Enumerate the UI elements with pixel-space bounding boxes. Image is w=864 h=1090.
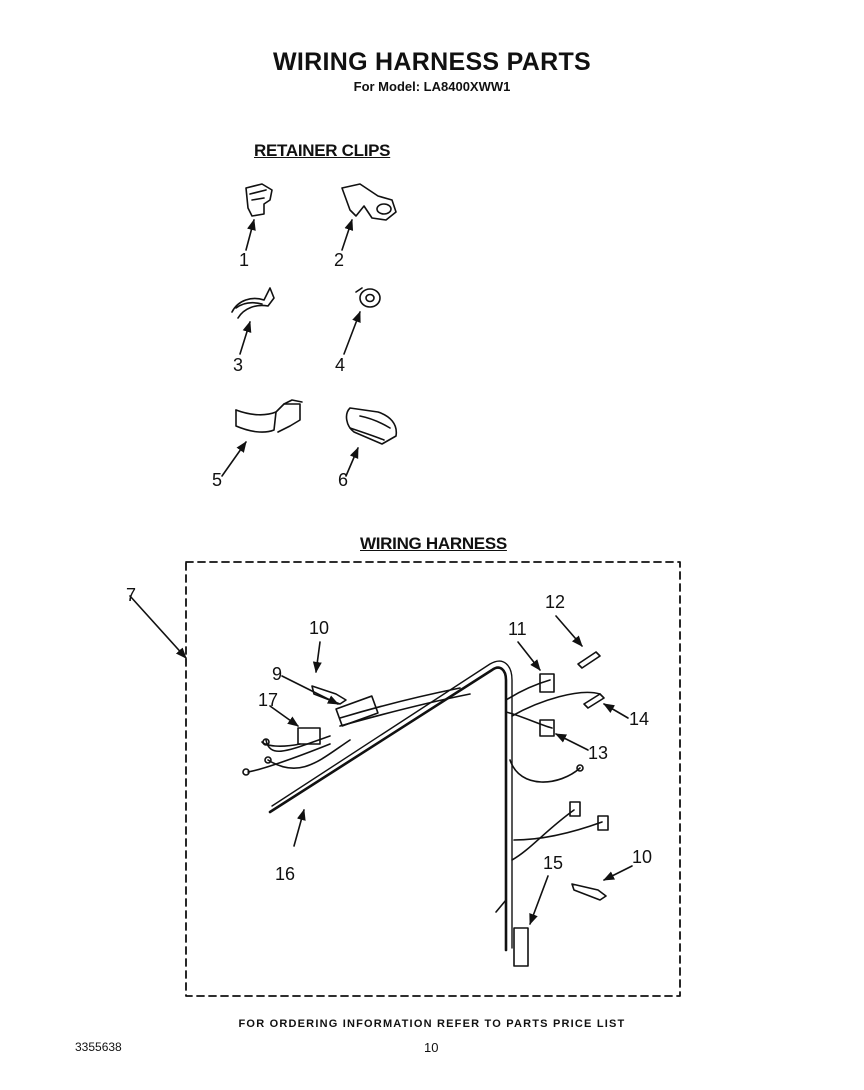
leader-arrow-16 [294,810,304,846]
page-number: 10 [424,1040,439,1055]
callout-10-left: 10 [309,618,330,638]
page-title: WIRING HARNESS PARTS [272,48,592,76]
leader-arrow-15 [530,876,548,924]
leader-arrow-17 [270,706,298,726]
leader-arrow-3 [240,322,250,354]
callout-11: 11 [508,619,527,639]
leader-arrow-4 [344,312,360,354]
callout-1: 1 [239,250,250,270]
retainer-clip-2 [342,184,396,220]
callout-12: 12 [545,592,566,612]
callout-4: 4 [335,355,346,375]
leader-arrow-13 [556,734,588,750]
callout-10-right: 10 [632,847,653,867]
leader-arrow-5 [222,442,246,476]
terminal-12 [578,652,600,668]
retainer-clip-3 [232,288,274,318]
leader-arrow-2 [342,220,352,250]
callout-15: 15 [543,853,564,873]
plug-upper [570,802,580,816]
callout-9: 9 [272,664,283,684]
callout-16: 16 [275,864,296,884]
terminal-14 [584,694,604,708]
callout-7: 7 [126,585,137,605]
retainer-clip-5 [236,400,302,432]
terminal-10-right [572,884,606,900]
ordering-note: FOR ORDERING INFORMATION REFER TO PARTS PRICE LIST [238,1018,626,1030]
document-number: 3355638 [75,1040,122,1054]
leader-arrow-7 [130,596,186,658]
terminal-10-left [312,686,346,704]
connector-17 [298,728,320,744]
callout-3: 3 [233,355,244,375]
callout-13: 13 [588,743,609,763]
model-subtitle: For Model: LA8400XWW1 [353,79,511,94]
leader-arrow-11 [518,642,540,670]
callout-6: 6 [338,470,349,490]
retainer-clip-4 [356,288,380,307]
leader-arrow-10-left [316,642,320,672]
callout-5: 5 [212,470,223,490]
leader-arrow-10-right [604,866,632,880]
callout-14: 14 [629,709,650,729]
leader-arrow-1 [246,220,254,250]
section-retainer-clips: RETAINER CLIPS [254,141,391,160]
leader-arrow-12 [556,616,582,646]
leader-arrow-14 [604,704,628,718]
connector-15 [514,928,528,966]
callout-17: 17 [258,690,279,710]
retainer-clip-1 [246,184,272,216]
harness-dashed-border [186,562,680,996]
retainer-clip-6 [347,408,397,444]
leader-arrow-6 [346,448,358,476]
callout-2: 2 [334,250,345,270]
section-wiring-harness: WIRING HARNESS [360,534,507,553]
wiring-harness-main [248,661,602,950]
